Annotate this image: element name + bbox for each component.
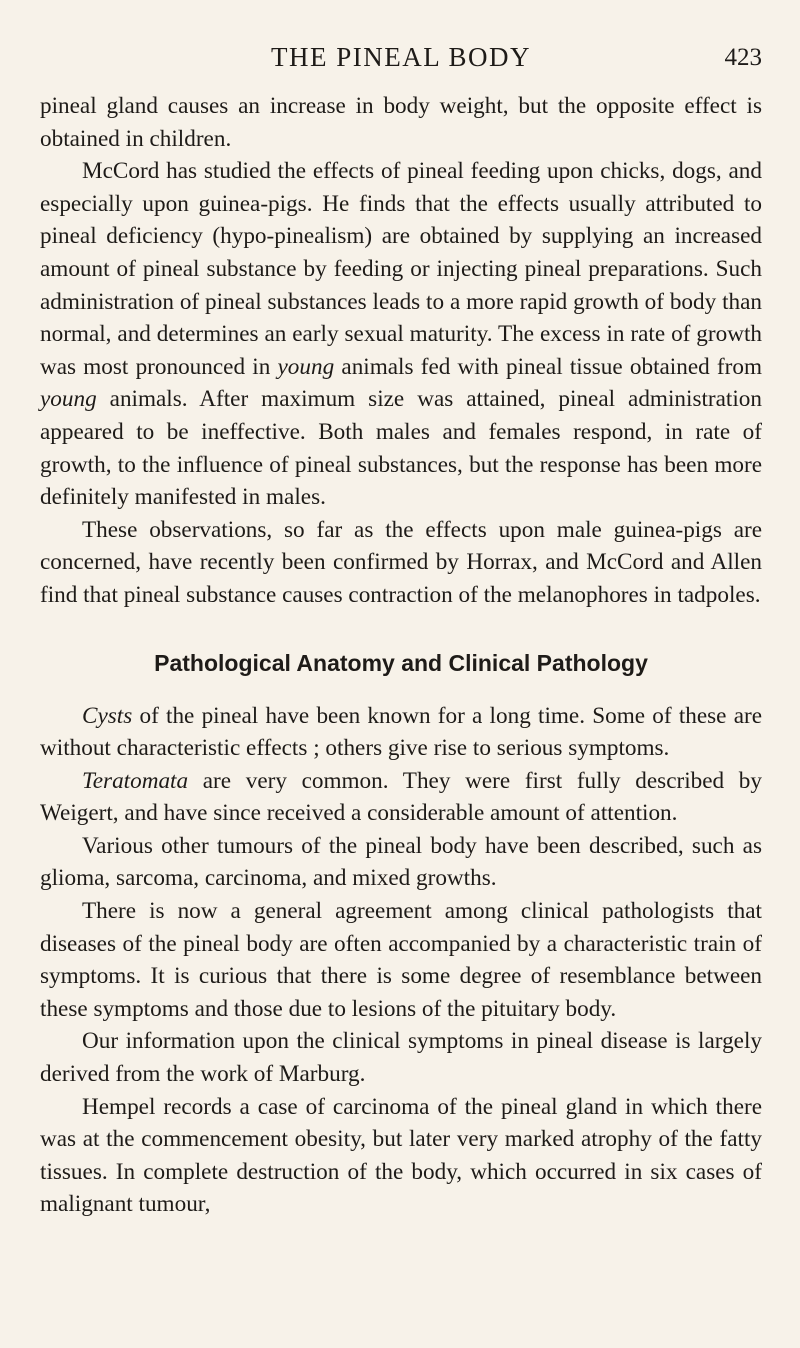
page-number: 423 xyxy=(724,44,762,71)
page-body xyxy=(40,90,762,1221)
paragraph-mccord-feeding xyxy=(40,155,762,514)
paragraph-text: animals. After maximum size was attained, pineal administration appeared to be ineffective. Both males and females respond, in rate of growth, to the influence of pineal substances, but the response has been more definitely manifested in males. xyxy=(40,386,762,511)
paragraph-cysts xyxy=(40,700,762,765)
paragraph-tumours: Various other tumours of the pineal body have been described, such as glioma, sarcoma, carcinoma, and mixed growths. xyxy=(40,832,762,892)
italic-term: Teratomata xyxy=(82,767,189,794)
paragraph-agreement: There is now a general agreement among clinical pathologists that diseases of the pineal body are often accompanied by a characteristic train of symptoms. It is curious that there is some degree of resemblance between these symptoms and those due to lesions of the pituitary body. xyxy=(40,898,762,1022)
italic-term: young xyxy=(277,353,335,380)
paragraph-continuation: pineal gland causes an increase in body weight, but the opposite effect is obtained in children. xyxy=(40,93,762,152)
section-heading: Pathological Anatomy and Clinical Pathology xyxy=(154,649,648,676)
paragraph-text: animals fed with pineal tissue obtained from xyxy=(334,353,763,380)
paragraph-hempel: Hempel records a case of carcinoma of the pineal gland in which there was at the commencement obesity, but later very marked atrophy of the fatty tissues. In complete destruction of the body, which occurred in six cases of malignant tumour, xyxy=(40,1093,762,1218)
paragraph-marburg: Our information upon the clinical symptoms in pineal disease is largely derived from the work of Marburg. xyxy=(40,1028,762,1088)
running-title: THE PINEAL BODY xyxy=(271,42,531,72)
running-head xyxy=(40,0,762,90)
paragraph-text: are very common. They were first fully described by Weigert, and have since received a considerable amount of attention. xyxy=(40,767,762,827)
paragraph-text: of the pineal have been known for a long time. Some of these are without characteristic effects ; others give rise to serious symptoms. xyxy=(40,702,762,762)
italic-term: Cysts xyxy=(82,702,133,729)
paragraph-text: McCord has studied the effects of pineal feeding upon chicks, dogs, and especially upon guinea-pigs. He finds that the effects usually attributed to pineal deficiency (hypo-pinealism) are obtained by supplying an increased amount of pineal substance by feeding or injecting pineal preparations. Such administration of pineal substances leads to a more rapid growth of body than normal, and determines an early sexual maturity. The excess in rate of growth was most pronounced in xyxy=(40,158,762,380)
paragraph-teratomata xyxy=(40,765,762,830)
paragraph-observations: These observations, so far as the effects upon male guinea-pigs are concerned, have recently been confirmed by Horrax, and McCord and Allen find that pineal substance causes contraction of the melanophores in tadpoles. xyxy=(40,516,762,608)
italic-term: young xyxy=(40,386,97,413)
